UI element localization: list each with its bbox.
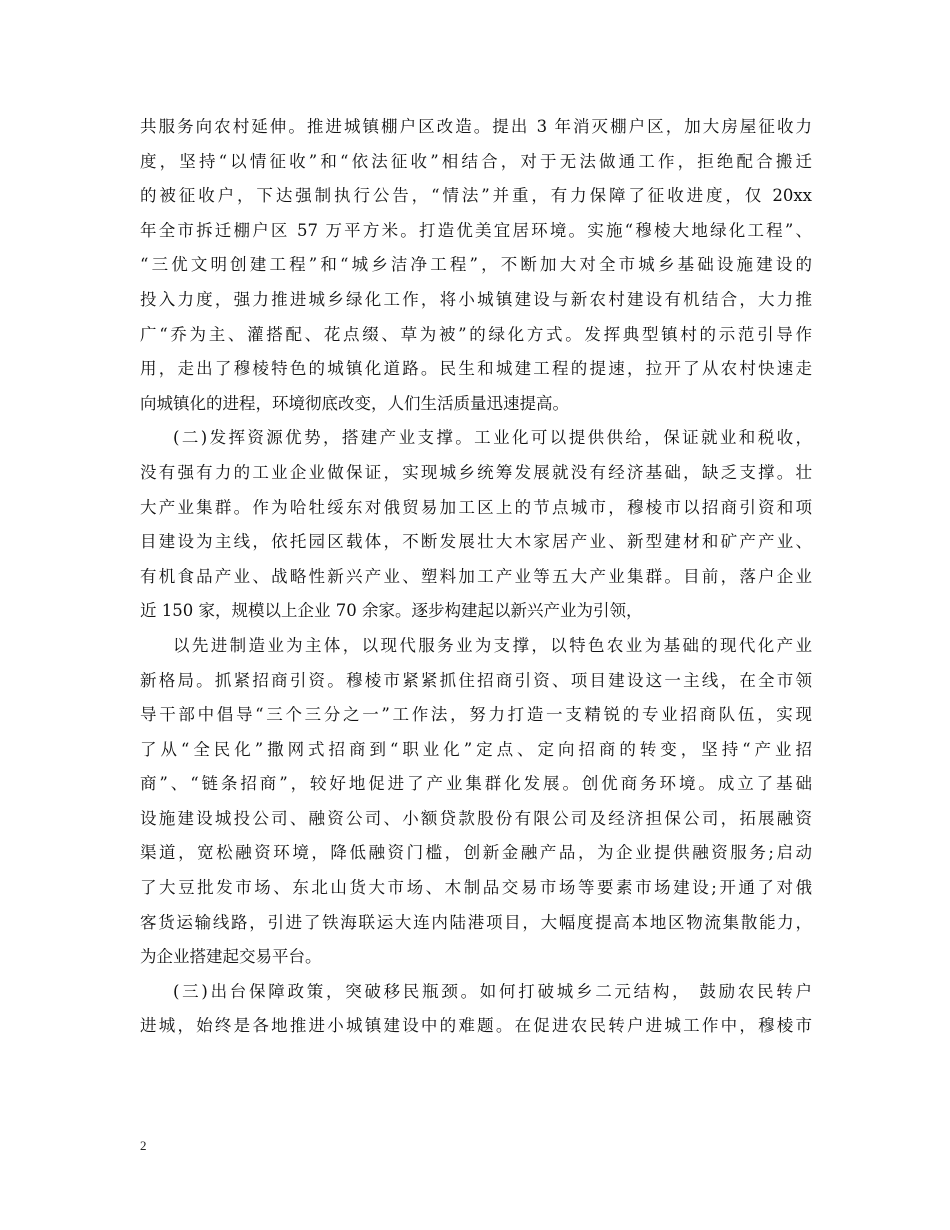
- text-line: 以先进制造业为主体，以现代服务业为支撑，以特色农业为基础的现代化产业: [173, 635, 812, 655]
- text-line: 了大豆批发市场、东北山货大市场、木制品交易市场等要素市场建设;开通了对俄: [140, 878, 812, 898]
- text-line: (二)发挥资源优势，搭建产业支撑。工业化可以提供供给，保证就业和税收，: [173, 428, 812, 448]
- text-line: 设施建设城投公司、融资公司、小额贷款股份有限公司及经济担保公司，拓展融资: [140, 808, 812, 828]
- text-line: 商”、“链条招商”，较好地促进了产业集群化发展。创优商务环境。成立了基础: [140, 774, 812, 794]
- text-line: 有机食品产业、战略性新兴产业、塑料加工产业等五大产业集群。目前，落户企业: [140, 566, 812, 586]
- text-line: 没有强有力的工业企业做保证，实现城乡统筹发展就没有经济基础，缺乏支撑。壮: [140, 462, 812, 482]
- paragraph: [140, 421, 812, 629]
- text-line: 年全市拆迁棚户区 57 万平方米。打造优美宜居环境。实施“穆棱大地绿化工程”、: [140, 220, 812, 240]
- text-line: (三)出台保障政策，突破移民瓶颈。如何打破城乡二元结构， 鼓励农民转户: [173, 981, 812, 1001]
- text-line: 度，坚持“以情征收”和“依法征收”相结合，对于无法做通工作，拒绝配合搬迁: [140, 151, 812, 171]
- text-line: 共服务向农村延伸。推进城镇棚户区改造。提出 3 年消灭棚户区，加大房屋征收力: [140, 117, 812, 136]
- text-line: 投入力度，强力推进城乡绿化工作，将小城镇建设与新农村建设有机结合，大力推: [140, 289, 812, 309]
- text-line: 用，走出了穆棱特色的城镇化道路。民生和城建工程的提速，拉开了从农村快速走: [140, 359, 812, 379]
- text-line: 向城镇化的进程，环境彻底改变，人们生活质量迅速提高。: [140, 393, 569, 413]
- paragraph: [140, 975, 812, 1044]
- paragraph: [140, 629, 812, 975]
- text-line: 导干部中倡导“三个三分之一”工作法，努力打造一支精锐的专业招商队伍，实现: [140, 705, 812, 725]
- text-line: 进城，始终是各地推进小城镇建设中的难题。在促进农民转户进城工作中，穆棱市: [140, 1016, 812, 1036]
- text-line: 近 150 家，规模以上企业 70 余家。逐步构建起以新兴产业为引领，: [140, 601, 643, 621]
- body-text: [140, 110, 812, 1044]
- text-line: 大产业集群。作为哈牡绥东对俄贸易加工区上的节点城市，穆棱市以招商引资和项: [140, 497, 812, 517]
- paragraph: [140, 110, 812, 421]
- text-line: 的被征收户，下达强制执行公告，“情法”并重，有力保障了征收进度，仅 20xx: [140, 186, 812, 206]
- text-line: 为企业搭建起交易平台。: [140, 947, 322, 967]
- text-line: 了从“全民化”撒网式招商到“职业化”定点、定向招商的转变，坚持“产业招: [140, 739, 812, 759]
- text-line: 渠道，宽松融资环境，降低融资门槛，创新金融产品，为企业提供融资服务;启动: [140, 843, 812, 863]
- text-line: “三优文明创建工程”和“城乡洁净工程”，不断加大对全市城乡基础设施建设的: [140, 255, 812, 275]
- text-line: 目建设为主线，依托园区载体，不断发展壮大木家居产业、新型建材和矿产产业、: [140, 532, 812, 552]
- text-line: 新格局。抓紧招商引资。穆棱市紧紧抓住招商引资、项目建设这一主线，在全市领: [140, 670, 812, 690]
- text-line: 广“乔为主、灌搭配、花点缀、草为被”的绿化方式。发挥典型镇村的示范引导作: [140, 324, 812, 344]
- page-number: 2: [140, 1138, 147, 1153]
- text-line: 客货运输线路，引进了铁海联运大连内陆港项目，大幅度提高本地区物流集散能力，: [140, 912, 812, 932]
